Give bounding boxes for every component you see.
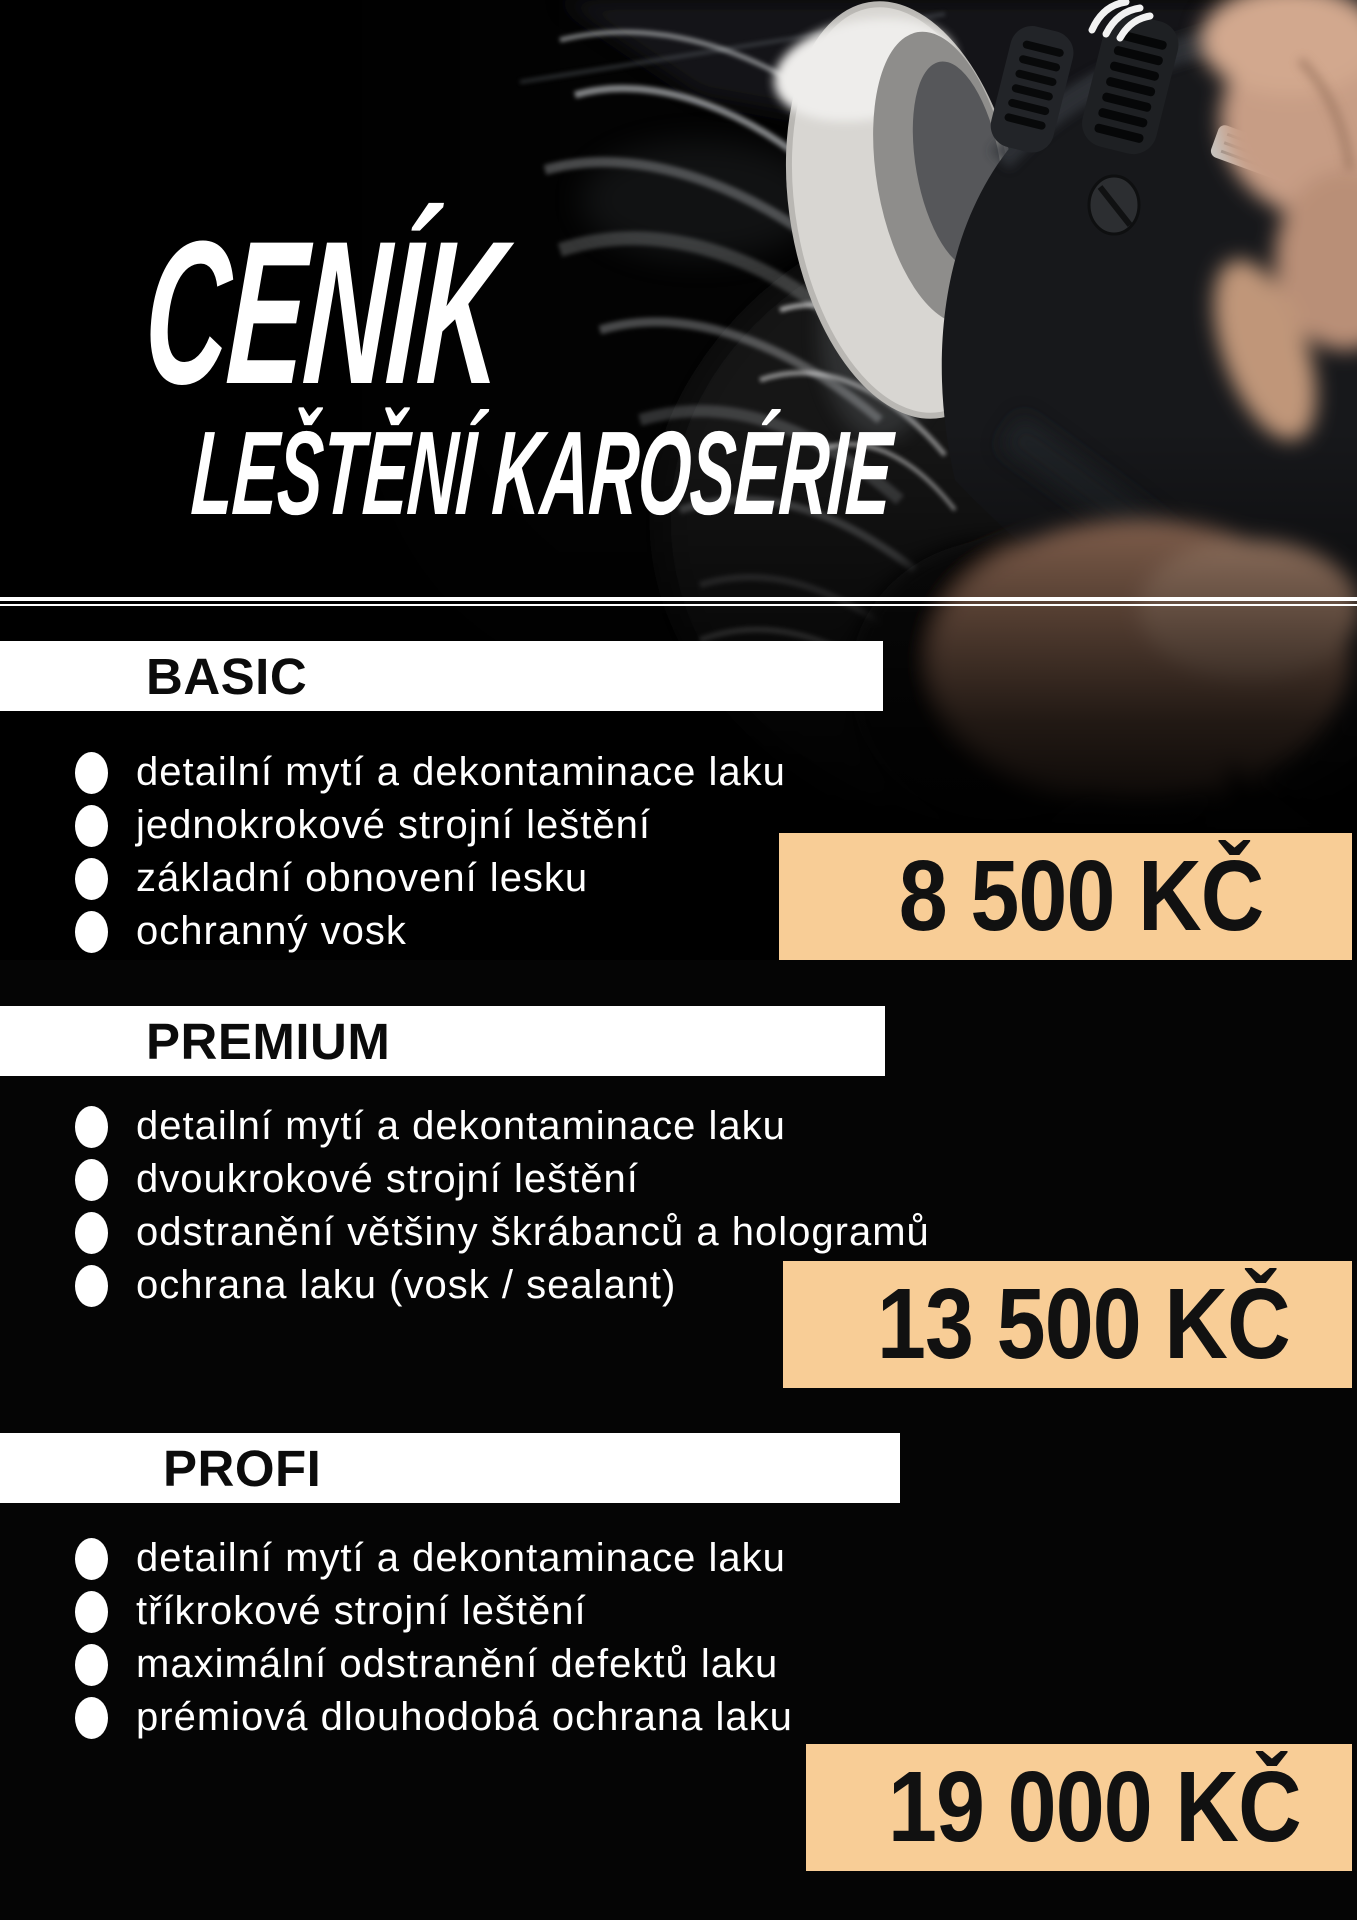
- bullet-icon: [75, 1591, 108, 1633]
- price-tag: [783, 1261, 1352, 1388]
- feature-text: jednokrokové strojní leštění: [136, 803, 651, 847]
- list-item: [75, 1206, 930, 1259]
- price-text: 13 500 KČ: [876, 1268, 1290, 1380]
- divider-line-thick: [0, 597, 1357, 601]
- list-item: [75, 799, 786, 852]
- list-item: [75, 1585, 793, 1638]
- feature-text: tříkrokové strojní leštění: [136, 1589, 587, 1633]
- bullet-icon: [75, 1265, 108, 1307]
- list-item: [75, 1638, 793, 1691]
- list-item: [75, 1100, 930, 1153]
- section-header-bar: [0, 1433, 900, 1503]
- price-tag: [779, 833, 1352, 960]
- price-text: 19 000 KČ: [888, 1751, 1302, 1863]
- bullet-icon: [75, 1159, 108, 1201]
- list-item: [75, 852, 786, 905]
- bullet-icon: [75, 805, 108, 847]
- section-title: PREMIUM: [146, 1012, 391, 1070]
- page-subtitle: LEŠTĚNÍ KAROSÉRIE: [188, 407, 896, 540]
- feature-text: základní obnovení lesku: [136, 856, 589, 900]
- page-title: CENÍK: [139, 199, 509, 427]
- bullet-icon: [75, 1212, 108, 1254]
- feature-text: detailní mytí a dekontaminace laku: [136, 1536, 786, 1580]
- bullet-icon: [75, 1644, 108, 1686]
- feature-text: ochranný vosk: [136, 909, 407, 953]
- list-item: [75, 1532, 793, 1585]
- feature-list: [75, 746, 786, 958]
- list-item: [75, 905, 786, 958]
- section-title: BASIC: [146, 647, 308, 705]
- price-tag: [806, 1744, 1352, 1871]
- feature-text: prémiová dlouhodobá ochrana laku: [136, 1695, 793, 1739]
- section-header-bar: [0, 641, 883, 711]
- feature-text: detailní mytí a dekontaminace laku: [136, 750, 786, 794]
- price-text: 8 500 KČ: [898, 840, 1264, 952]
- feature-list: [75, 1532, 793, 1744]
- bullet-icon: [75, 1697, 108, 1739]
- bullet-icon: [75, 858, 108, 900]
- list-item: [75, 1153, 930, 1206]
- list-item: [75, 1691, 793, 1744]
- bullet-icon: [75, 1106, 108, 1148]
- bullet-icon: [75, 911, 108, 953]
- feature-text: odstranění většiny škrábanců a hologramů: [136, 1210, 930, 1254]
- divider-line-thin: [0, 604, 1357, 606]
- feature-text: dvoukrokové strojní leštění: [136, 1157, 639, 1201]
- polish-haze: [580, 140, 820, 260]
- list-item: [75, 746, 786, 799]
- section-title: PROFI: [163, 1439, 322, 1497]
- bullet-icon: [75, 1538, 108, 1580]
- feature-text: maximální odstranění defektů laku: [136, 1642, 779, 1686]
- adjustment-screw: [1089, 176, 1139, 234]
- feature-text: ochrana laku (vosk / sealant): [136, 1263, 677, 1307]
- section-header-bar: [0, 1006, 885, 1076]
- feature-text: detailní mytí a dekontaminace laku: [136, 1104, 786, 1148]
- bullet-icon: [75, 752, 108, 794]
